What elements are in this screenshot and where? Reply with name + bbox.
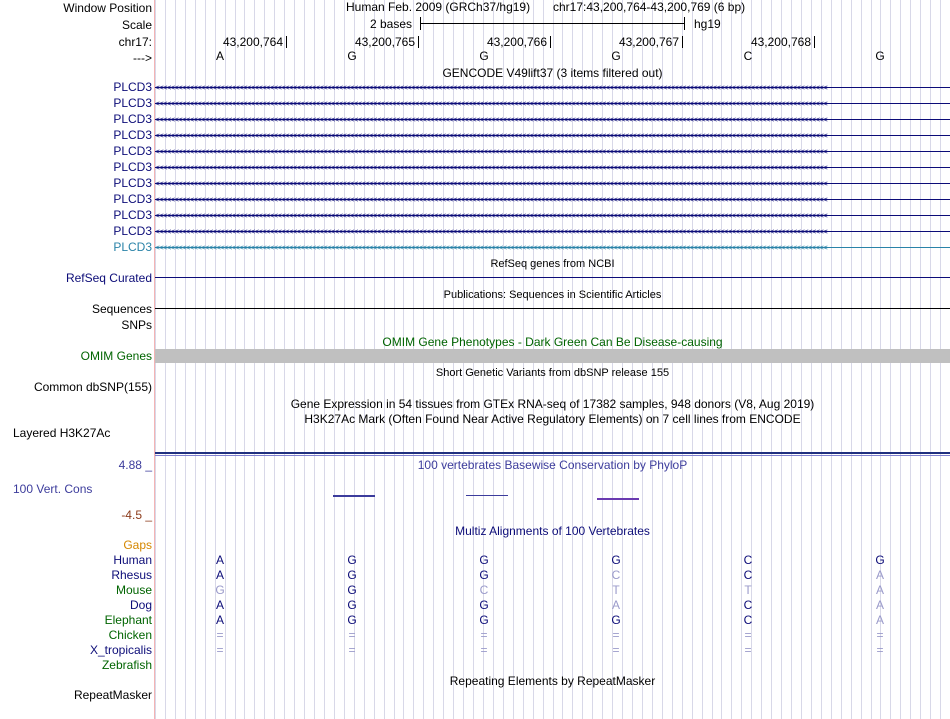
transcript-line[interactable] bbox=[155, 100, 950, 107]
reference-base: A bbox=[215, 49, 224, 63]
strand-arrows: <<<<<<<<<<<<<<<<<<<<<<<<<<<<<<<<<<<<<<<<<<<<<<<<<<<<<<<<<<<<<<<<<<<<<<<<<<<<<<<<<<<<<<<<<<<<<<<<<<<<<<<<<<<<<<<<<<<<<<<<<<<<<<<<<<<<<<<<<<<<<<<<<<<<<<<<<<<<<<<<<<<<<<<<<<<<<<<< bbox=[155, 244, 827, 251]
aligned-base: A bbox=[611, 598, 620, 612]
aligned-base: = bbox=[612, 643, 620, 657]
strand-label: ---> bbox=[133, 51, 152, 65]
refseq-label[interactable]: RefSeq Curated bbox=[65, 271, 152, 285]
scale-bar-left-tick bbox=[420, 17, 421, 30]
chrom-label: chr17: bbox=[118, 35, 152, 49]
cons-segment-3 bbox=[597, 498, 639, 500]
aligned-base: A bbox=[215, 598, 224, 612]
aligned-base: G bbox=[347, 598, 357, 612]
strand-arrows: <<<<<<<<<<<<<<<<<<<<<<<<<<<<<<<<<<<<<<<<<<<<<<<<<<<<<<<<<<<<<<<<<<<<<<<<<<<<<<<<<<<<<<<<<<<<<<<<<<<<<<<<<<<<<<<<<<<<<<<<<<<<<<<<<<<<<<<<<<<<<<<<<<<<<<<<<<<<<<<<<<<<<<<<<<<<<<<< bbox=[155, 116, 827, 123]
transcript-label[interactable]: PLCD3 bbox=[113, 240, 152, 254]
transcript-label[interactable]: PLCD3 bbox=[113, 144, 152, 158]
ruler-tick bbox=[286, 36, 287, 48]
aligned-base: = bbox=[480, 628, 488, 642]
species-label[interactable]: Elephant bbox=[104, 613, 152, 627]
aligned-base: = bbox=[216, 643, 224, 657]
transcript-line[interactable] bbox=[155, 212, 950, 219]
aligned-base: = bbox=[612, 628, 620, 642]
omim-title: OMIM Gene Phenotypes - Dark Green Can Be Disease-causing bbox=[382, 335, 723, 349]
transcript-line[interactable] bbox=[155, 84, 950, 91]
aligned-base: G bbox=[479, 553, 489, 567]
aligned-base: G bbox=[875, 553, 885, 567]
ruler-position: 43,200,768 bbox=[750, 35, 811, 49]
aligned-base: = bbox=[876, 628, 884, 642]
aligned-base: A bbox=[215, 553, 224, 567]
transcript-label[interactable]: PLCD3 bbox=[113, 80, 152, 94]
species-label[interactable]: Mouse bbox=[115, 583, 152, 597]
repeatmasker-label[interactable]: RepeatMasker bbox=[73, 688, 152, 702]
aligned-base: C bbox=[743, 553, 753, 567]
cons-max-label: 4.88 _ bbox=[118, 458, 152, 472]
species-label[interactable]: Human bbox=[113, 553, 152, 567]
species-label[interactable]: Dog bbox=[129, 598, 152, 612]
gaps-label[interactable]: Gaps bbox=[123, 538, 152, 552]
aligned-base: C bbox=[611, 568, 621, 582]
ruler-tick bbox=[814, 36, 815, 48]
browser-track-area[interactable] bbox=[155, 0, 950, 719]
aligned-base: A bbox=[215, 568, 224, 582]
ruler-tick bbox=[550, 36, 551, 48]
reference-base: G bbox=[347, 49, 357, 63]
transcript-line[interactable] bbox=[155, 180, 950, 187]
cons-title: 100 vertebrates Basewise Conservation by PhyloP bbox=[417, 458, 688, 472]
species-label[interactable]: Rhesus bbox=[111, 568, 152, 582]
aligned-base: G bbox=[479, 568, 489, 582]
window-position-label: Window Position bbox=[63, 1, 152, 15]
aligned-base: = bbox=[348, 643, 356, 657]
aligned-base: G bbox=[347, 583, 357, 597]
transcript-label[interactable]: PLCD3 bbox=[113, 128, 152, 142]
transcript-label[interactable]: PLCD3 bbox=[113, 96, 152, 110]
aligned-base: G bbox=[347, 568, 357, 582]
cons-label[interactable]: 100 Vert. Cons bbox=[13, 482, 93, 496]
ruler-position: 43,200,767 bbox=[618, 35, 679, 49]
cons-segment-2 bbox=[466, 495, 508, 496]
sequences-label[interactable]: Sequences bbox=[91, 302, 152, 316]
transcript-line[interactable] bbox=[155, 148, 950, 155]
transcript-line[interactable] bbox=[155, 132, 950, 139]
strand-arrows: <<<<<<<<<<<<<<<<<<<<<<<<<<<<<<<<<<<<<<<<<<<<<<<<<<<<<<<<<<<<<<<<<<<<<<<<<<<<<<<<<<<<<<<<<<<<<<<<<<<<<<<<<<<<<<<<<<<<<<<<<<<<<<<<<<<<<<<<<<<<<<<<<<<<<<<<<<<<<<<<<<<<<<<<<<<<<<<< bbox=[155, 180, 827, 187]
reference-base: G bbox=[611, 49, 621, 63]
aligned-base: = bbox=[744, 643, 752, 657]
aligned-base: A bbox=[875, 613, 884, 627]
strand-arrows: <<<<<<<<<<<<<<<<<<<<<<<<<<<<<<<<<<<<<<<<<<<<<<<<<<<<<<<<<<<<<<<<<<<<<<<<<<<<<<<<<<<<<<<<<<<<<<<<<<<<<<<<<<<<<<<<<<<<<<<<<<<<<<<<<<<<<<<<<<<<<<<<<<<<<<<<<<<<<<<<<<<<<<<<<<<<<<<< bbox=[155, 228, 827, 235]
strand-arrows: <<<<<<<<<<<<<<<<<<<<<<<<<<<<<<<<<<<<<<<<<<<<<<<<<<<<<<<<<<<<<<<<<<<<<<<<<<<<<<<<<<<<<<<<<<<<<<<<<<<<<<<<<<<<<<<<<<<<<<<<<<<<<<<<<<<<<<<<<<<<<<<<<<<<<<<<<<<<<<<<<<<<<<<<<<<<<<<< bbox=[155, 148, 827, 155]
aligned-base: T bbox=[744, 583, 752, 597]
species-label[interactable]: Zebrafish bbox=[101, 658, 152, 672]
aligned-base: = bbox=[480, 643, 488, 657]
assembly-title: Human Feb. 2009 (GRCh37/hg19) bbox=[346, 0, 531, 14]
ruler-tick bbox=[418, 36, 419, 48]
aligned-base: = bbox=[216, 628, 224, 642]
aligned-base: G bbox=[479, 598, 489, 612]
dbsnp-label[interactable]: Common dbSNP(155) bbox=[33, 380, 152, 394]
snps-label[interactable]: SNPs bbox=[121, 318, 152, 332]
pubs-title: Publications: Sequences in Scientific Articles bbox=[443, 289, 662, 301]
aligned-base: A bbox=[875, 583, 884, 597]
scale-db-label: hg19 bbox=[694, 17, 721, 31]
aligned-base: C bbox=[743, 598, 753, 612]
reference-base: G bbox=[479, 49, 489, 63]
omim-bar[interactable] bbox=[155, 349, 950, 363]
h3k27ac-label[interactable]: Layered H3K27Ac bbox=[13, 426, 111, 440]
aligned-base: = bbox=[348, 628, 356, 642]
scale-bar bbox=[420, 23, 684, 24]
aligned-base: = bbox=[876, 643, 884, 657]
aligned-base: G bbox=[347, 613, 357, 627]
aligned-base: C bbox=[743, 568, 753, 582]
h3k27ac-signal-top[interactable] bbox=[155, 452, 950, 454]
ruler-position: 43,200,765 bbox=[354, 35, 415, 49]
strand-arrows: <<<<<<<<<<<<<<<<<<<<<<<<<<<<<<<<<<<<<<<<<<<<<<<<<<<<<<<<<<<<<<<<<<<<<<<<<<<<<<<<<<<<<<<<<<<<<<<<<<<<<<<<<<<<<<<<<<<<<<<<<<<<<<<<<<<<<<<<<<<<<<<<<<<<<<<<<<<<<<<<<<<<<<<<<<<<<<<< bbox=[155, 212, 827, 219]
strand-arrows: <<<<<<<<<<<<<<<<<<<<<<<<<<<<<<<<<<<<<<<<<<<<<<<<<<<<<<<<<<<<<<<<<<<<<<<<<<<<<<<<<<<<<<<<<<<<<<<<<<<<<<<<<<<<<<<<<<<<<<<<<<<<<<<<<<<<<<<<<<<<<<<<<<<<<<<<<<<<<<<<<<<<<<<<<<<<<<<< bbox=[155, 132, 827, 139]
species-label[interactable]: X_tropicalis bbox=[89, 643, 152, 657]
transcript-label[interactable]: PLCD3 bbox=[113, 176, 152, 190]
track-labels-panel bbox=[0, 0, 155, 719]
aligned-base: G bbox=[347, 553, 357, 567]
multiz-title: Multiz Alignments of 100 Vertebrates bbox=[455, 524, 650, 538]
aligned-base: G bbox=[479, 613, 489, 627]
transcript-label[interactable]: PLCD3 bbox=[113, 224, 152, 238]
aligned-base: A bbox=[875, 598, 884, 612]
position-title: chr17:43,200,764-43,200,769 (6 bp) bbox=[553, 0, 746, 14]
transcript-label[interactable]: PLCD3 bbox=[113, 208, 152, 222]
aligned-base: G bbox=[215, 583, 225, 597]
scale-bar-label: 2 bases bbox=[370, 17, 413, 31]
cons-segment-1 bbox=[333, 495, 375, 497]
dbsnp-title: Short Genetic Variants from dbSNP release 155 bbox=[435, 367, 670, 379]
transcript-line[interactable] bbox=[155, 244, 950, 251]
ruler-position: 43,200,764 bbox=[222, 35, 283, 49]
reference-base: G bbox=[875, 49, 885, 63]
gencode-title: GENCODE V49lift37 (3 items filtered out) bbox=[442, 66, 663, 80]
repeatmasker-title: Repeating Elements by RepeatMasker bbox=[449, 674, 656, 688]
refseq-title: RefSeq genes from NCBI bbox=[490, 258, 615, 270]
sequences-line[interactable] bbox=[155, 308, 950, 309]
scale-label: Scale bbox=[121, 18, 152, 32]
species-label[interactable]: Chicken bbox=[108, 628, 152, 642]
aligned-base: A bbox=[875, 568, 884, 582]
strand-arrows: <<<<<<<<<<<<<<<<<<<<<<<<<<<<<<<<<<<<<<<<<<<<<<<<<<<<<<<<<<<<<<<<<<<<<<<<<<<<<<<<<<<<<<<<<<<<<<<<<<<<<<<<<<<<<<<<<<<<<<<<<<<<<<<<<<<<<<<<<<<<<<<<<<<<<<<<<<<<<<<<<<<<<<<<<<<<<<<< bbox=[155, 164, 827, 171]
transcript-label[interactable]: PLCD3 bbox=[113, 160, 152, 174]
aligned-base: C bbox=[479, 583, 489, 597]
strand-arrows: <<<<<<<<<<<<<<<<<<<<<<<<<<<<<<<<<<<<<<<<<<<<<<<<<<<<<<<<<<<<<<<<<<<<<<<<<<<<<<<<<<<<<<<<<<<<<<<<<<<<<<<<<<<<<<<<<<<<<<<<<<<<<<<<<<<<<<<<<<<<<<<<<<<<<<<<<<<<<<<<<<<<<<<<<<<<<<<< bbox=[155, 100, 827, 107]
strand-arrows: <<<<<<<<<<<<<<<<<<<<<<<<<<<<<<<<<<<<<<<<<<<<<<<<<<<<<<<<<<<<<<<<<<<<<<<<<<<<<<<<<<<<<<<<<<<<<<<<<<<<<<<<<<<<<<<<<<<<<<<<<<<<<<<<<<<<<<<<<<<<<<<<<<<<<<<<<<<<<<<<<<<<<<<<<<<<<<<< bbox=[155, 196, 827, 203]
h3k27ac-signal-bottom bbox=[155, 455, 950, 456]
gtex-title: Gene Expression in 54 tissues from GTEx RNA-seq of 17382 samples, 948 donors (V8, Aug 2019) bbox=[290, 397, 815, 411]
h3k27ac-title: H3K27Ac Mark (Often Found Near Active Regulatory Elements) on 7 cell lines from ENCODE bbox=[304, 412, 801, 426]
omim-label[interactable]: OMIM Genes bbox=[80, 349, 152, 363]
ruler-position: 43,200,766 bbox=[486, 35, 547, 49]
strand-arrows: <<<<<<<<<<<<<<<<<<<<<<<<<<<<<<<<<<<<<<<<<<<<<<<<<<<<<<<<<<<<<<<<<<<<<<<<<<<<<<<<<<<<<<<<<<<<<<<<<<<<<<<<<<<<<<<<<<<<<<<<<<<<<<<<<<<<<<<<<<<<<<<<<<<<<<<<<<<<<<<<<<<<<<<<<<<<<<<< bbox=[155, 84, 827, 91]
transcript-line[interactable] bbox=[155, 164, 950, 171]
transcript-line[interactable] bbox=[155, 196, 950, 203]
aligned-base: G bbox=[611, 553, 621, 567]
transcript-line[interactable] bbox=[155, 228, 950, 235]
cons-min-label: -4.5 _ bbox=[121, 508, 152, 522]
transcript-line[interactable] bbox=[155, 116, 950, 123]
transcript-label[interactable]: PLCD3 bbox=[113, 192, 152, 206]
aligned-base: = bbox=[744, 628, 752, 642]
refseq-line[interactable] bbox=[155, 277, 950, 278]
aligned-base: C bbox=[743, 613, 753, 627]
scale-bar-right-tick bbox=[684, 17, 685, 30]
aligned-base: G bbox=[611, 613, 621, 627]
aligned-base: A bbox=[215, 613, 224, 627]
ruler-tick bbox=[682, 36, 683, 48]
transcript-label[interactable]: PLCD3 bbox=[113, 112, 152, 126]
aligned-base: T bbox=[612, 583, 620, 597]
reference-base: C bbox=[743, 49, 753, 63]
